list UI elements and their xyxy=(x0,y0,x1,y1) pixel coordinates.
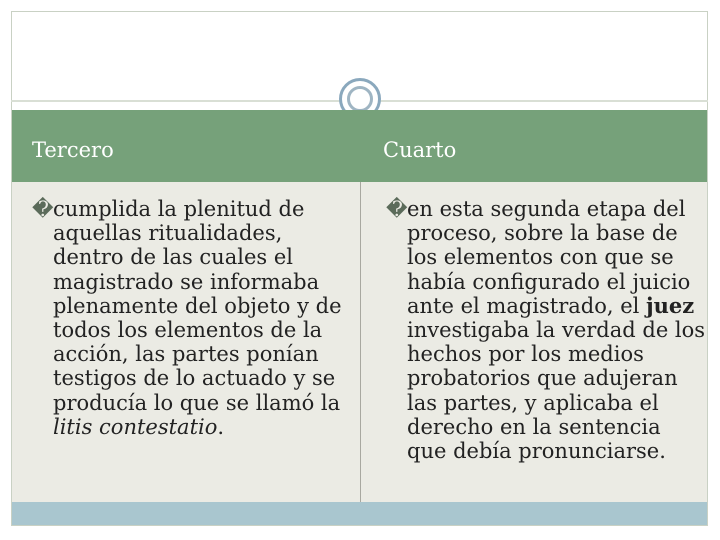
header-tercero: Tercero xyxy=(32,138,114,162)
tercero-text-end: . xyxy=(217,414,225,439)
bullet-icon: � xyxy=(386,197,408,221)
column-cuarto xyxy=(386,197,706,463)
cuarto-text: en esta segunda etapa del proceso, sobre la base de los elementos con que se había configurado el juicio ante el magistrado, el xyxy=(407,197,691,318)
cuarto-paragraph xyxy=(386,197,706,463)
cuarto-text-end: investigaba la verdad de los hechos por los medios probatorios que adujeran las partes, y aplicaba el derecho en la sentencia que debía pronunciarse. xyxy=(407,318,706,464)
column-tercero xyxy=(32,197,352,439)
table-header xyxy=(12,110,707,182)
litis-contestatio-term: litis contestatio xyxy=(53,414,218,439)
tercero-paragraph xyxy=(32,197,352,439)
footer-bar xyxy=(12,502,707,525)
juez-term: juez xyxy=(646,292,695,318)
bullet-icon: � xyxy=(32,197,54,221)
tercero-text: cumplida la plenitud de aquellas ritualidades, dentro de las cuales el magistrado se informaba plenamente del objeto y de todos los elementos de la acción, las partes ponían testigos de lo actuado y se producía lo que se llamó la xyxy=(53,197,342,415)
header-cuarto: Cuarto xyxy=(383,138,457,162)
column-divider xyxy=(360,182,361,502)
